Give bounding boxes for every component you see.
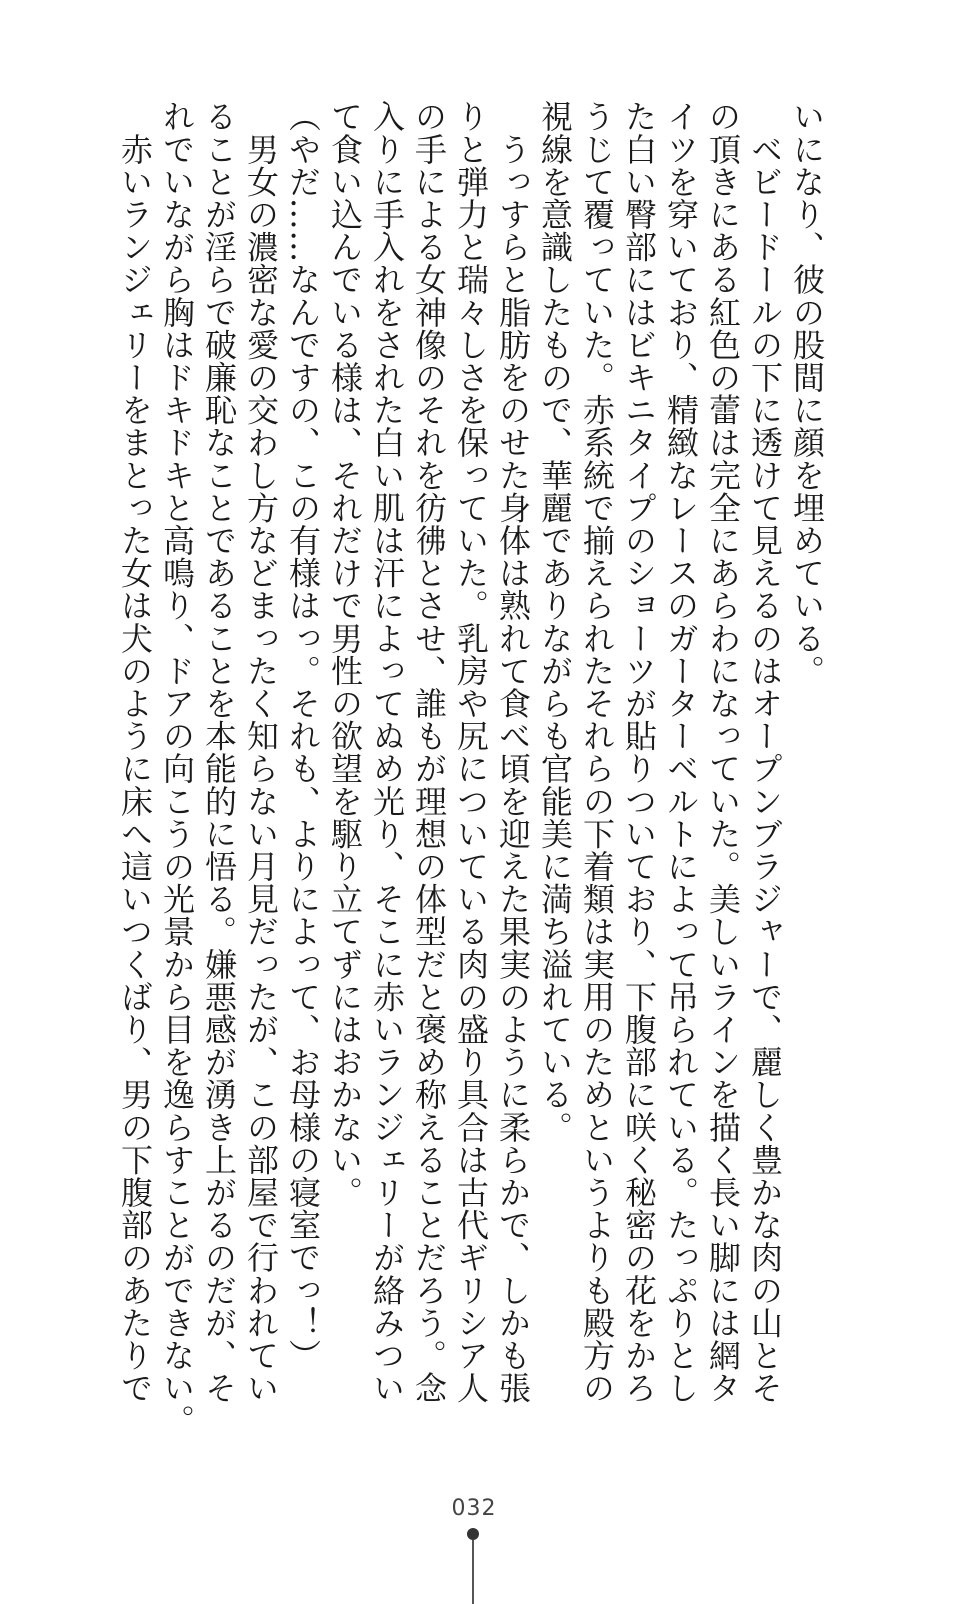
text-column: 赤いランジェリーをまとった女は犬のように床へ這いつくばり、男の下腹部のあたりで <box>116 100 154 1404</box>
text-column: イツを穿いており、精緻なレースのガーターベルトによって吊られている。たっぷりとし <box>662 100 700 1404</box>
body-text <box>114 100 828 1437</box>
text-column: りと弾力と瑞々しさを保っていた。乳房や尻についている肉の盛り具合は古代ギリシア人 <box>452 100 490 1404</box>
text-column: れでいながら胸はドキドキと高鳴り、ドアの向こうの光景から目を逸らすことができない。 <box>158 100 196 1437</box>
text-column: の手による女神像のそれを彷彿とさせ、誰もが理想の体型だと褒め称えることだろう。念 <box>410 100 448 1404</box>
text-column: （やだ……なんですの、この有様はっ。それも、よりによって、お母様の寝室でっ！） <box>284 100 322 1372</box>
text-column: 視線を意識したもので、華麗でありながらも官能美に満ち溢れている。 <box>536 100 574 1144</box>
text-column: て食い込んでいる様は、それだけで男性の欲望を駆り立てずにはおかない。 <box>326 100 364 1209</box>
text-column: うっすらと脂肪をのせた身体は熟れて食べ頃を迎えた果実のように柔らかで、しかも張 <box>494 100 532 1404</box>
page-number: 032 <box>451 1496 497 1521</box>
text-column: た白い臀部にはビキニタイプのショーツが貼りついており、下腹部に咲く秘密の花をかろ <box>620 100 658 1404</box>
text-column: 男女の濃密な愛の交わし方などまったく知らない月見だったが、この部屋で行われてい <box>242 100 280 1404</box>
text-column: いになり、彼の股間に顔を埋めている。 <box>788 100 826 687</box>
text-column: ることが淫らで破廉恥なことであることを本能的に悟る。嫌悪感が湧き上がるのだが、そ <box>200 100 238 1404</box>
text-column: ベビードールの下に透けて見えるのはオープンブラジャーで、麗しく豊かな肉の山とそ <box>746 100 784 1404</box>
text-column: の頂きにある紅色の蕾は完全にあらわになっていた。美しいラインを描く長い脚には網タ <box>704 100 742 1404</box>
page-marker-line <box>472 1540 474 1604</box>
text-column: 入りに手入れをされた白い肌は汗によってぬめ光り、そこに赤いランジェリーが絡みつい <box>368 100 406 1404</box>
page-marker-dot <box>467 1528 479 1540</box>
text-column: うじて覆っていた。赤系統で揃えられたそれらの下着類は実用のためというよりも殿方の <box>578 100 616 1404</box>
